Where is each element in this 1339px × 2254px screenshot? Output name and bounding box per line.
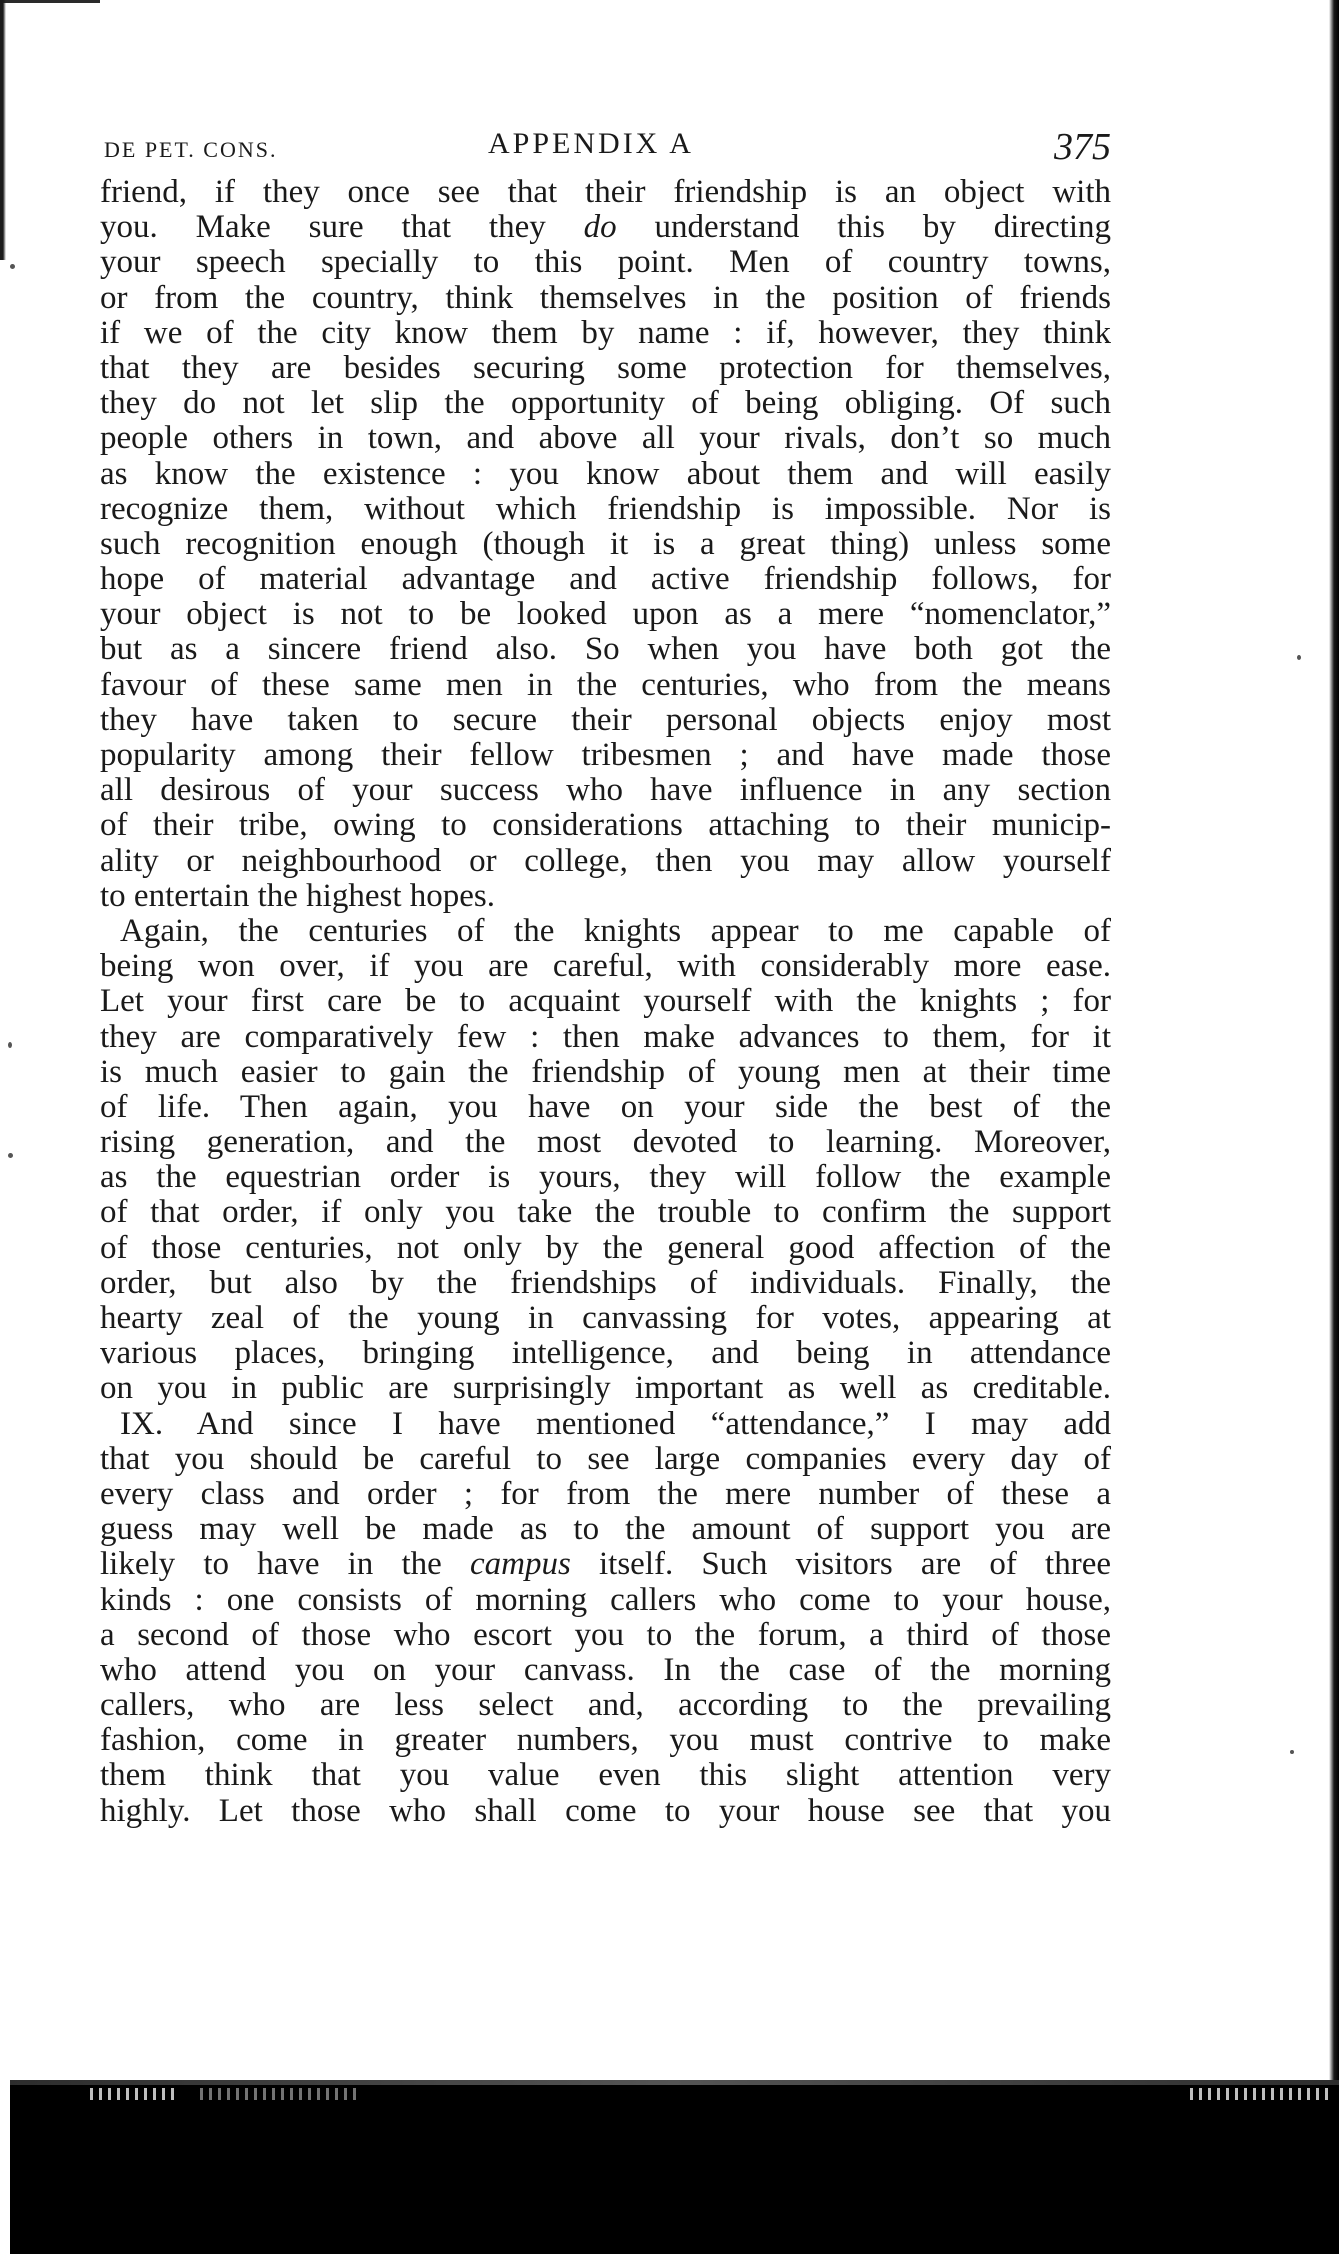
running-head-title: APPENDIX A	[488, 127, 694, 160]
scan-right-edge	[1329, 0, 1339, 2254]
text-line: kinds : one consists of morning callers who come to your house,	[100, 1581, 1111, 1618]
scan-left-edge	[0, 0, 14, 260]
running-head-left: DE PET. CONS.	[104, 137, 278, 162]
text-line: of those centuries, not only by the general good affection of the	[100, 1229, 1111, 1266]
scan-speck	[8, 1042, 12, 1048]
scan-speck	[8, 1153, 13, 1158]
text-line: your object is not to be looked upon as a mere “nomenclator,”	[100, 596, 1111, 633]
text-line: IX. And since I have mentioned “attendance,” I may add	[120, 1405, 1111, 1442]
running-head	[100, 125, 1111, 175]
text-line: favour of these same men in the centuries, who from the means	[100, 666, 1111, 703]
text-line: who attend you on your canvass. In the case of the morning	[100, 1651, 1111, 1688]
page-number: 375	[1054, 126, 1111, 168]
text-line: being won over, if you are careful, with considerably more ease.	[100, 948, 1111, 985]
book-page	[100, 125, 1111, 1829]
text-line: they are comparatively few : then make advances to them, for it	[100, 1018, 1111, 1055]
scan-top-edge	[0, 0, 100, 3]
text-line: ality or neighbourhood or college, then you may allow yourself	[100, 842, 1111, 879]
text-line: callers, who are less select and, according to the prevailing	[100, 1687, 1111, 1724]
scan-speck	[1290, 1750, 1294, 1754]
text-line: your speech specially to this point. Men of country towns,	[100, 244, 1111, 281]
text-line: a second of those who escort you to the forum, a third of those	[100, 1616, 1111, 1653]
text-line: guess may well be made as to the amount of support you are	[100, 1511, 1111, 1548]
show-through-text	[200, 2088, 360, 2100]
text-line: fashion, come in greater numbers, you must contrive to make	[100, 1722, 1111, 1759]
text-line: every class and order ; for from the mere number of these a	[100, 1475, 1111, 1512]
text-line: people others in town, and above all your rivals, don’t so much	[100, 420, 1111, 457]
text-line: recognize them, without which friendship is impossible. Nor is	[100, 490, 1111, 527]
text-line: highly. Let those who shall come to your house see that you	[100, 1792, 1111, 1829]
text-line: on you in public are surprisingly important as well as creditable.	[100, 1370, 1111, 1407]
text-line: if we of the city know them by name : if, however, they think	[100, 314, 1111, 351]
text-line: that they are besides securing some protection for themselves,	[100, 349, 1111, 386]
text-line: to entertain the highest hopes.	[100, 877, 495, 914]
text-line: as the equestrian order is yours, they will follow the example	[100, 1159, 1111, 1196]
text-line: Let your first care be to acquaint yourself with the knights ; for	[100, 983, 1111, 1020]
text-line: hearty zeal of the young in canvassing for votes, appearing at	[100, 1300, 1111, 1336]
text-line: Again, the centuries of the knights appear to me capable of	[120, 912, 1111, 949]
scan-speck	[1297, 655, 1301, 660]
text-line: them think that you value even this slight attention very	[100, 1757, 1111, 1794]
show-through-text	[90, 2088, 180, 2100]
scan-speck	[10, 264, 15, 269]
text-line: of their tribe, owing to considerations attaching to their municip-	[100, 807, 1111, 844]
text-line: that you should be careful to see large companies every day of	[100, 1440, 1111, 1477]
text-line: of that order, if only you take the trouble to confirm the support	[100, 1194, 1111, 1231]
text-line: all desirous of your success who have influence in any section	[100, 772, 1111, 809]
text-line: various places, bringing intelligence, and being in attendance	[100, 1335, 1111, 1372]
text-line: is much easier to gain the friendship of young men at their time	[100, 1053, 1111, 1090]
text-line: or from the country, think themselves in the position of friends	[100, 279, 1111, 316]
text-line: of life. Then again, you have on your side the best of the	[100, 1088, 1111, 1125]
text-line: hope of material advantage and active friendship follows, for	[100, 561, 1111, 598]
text-line: as know the existence : you know about them and will easily	[100, 455, 1111, 492]
text-line: likely to have in the campus itself. Such visitors are of three	[100, 1546, 1111, 1583]
text-line: friend, if they once see that their friendship is an object with	[100, 174, 1111, 210]
scan-bottom-band	[10, 2080, 1339, 2254]
text-line: popularity among their fellow tribesmen ; and have made those	[100, 737, 1111, 773]
text-line: rising generation, and the most devoted to learning. Moreover,	[100, 1124, 1111, 1161]
show-through-text	[1190, 2088, 1330, 2100]
text-line: you. Make sure that they do understand this by directing	[100, 209, 1112, 246]
text-line: they have taken to secure their personal objects enjoy most	[100, 701, 1111, 738]
text-line: such recognition enough (though it is a great thing) unless some	[100, 525, 1111, 562]
body-text	[100, 175, 1111, 1829]
text-line: order, but also by the friendships of individuals. Finally, the	[100, 1264, 1111, 1301]
text-line: they do not let slip the opportunity of being obliging. Of such	[100, 385, 1111, 422]
scan-bottom-rule	[10, 2080, 1339, 2085]
text-line: but as a sincere friend also. So when you have both got the	[100, 631, 1111, 668]
